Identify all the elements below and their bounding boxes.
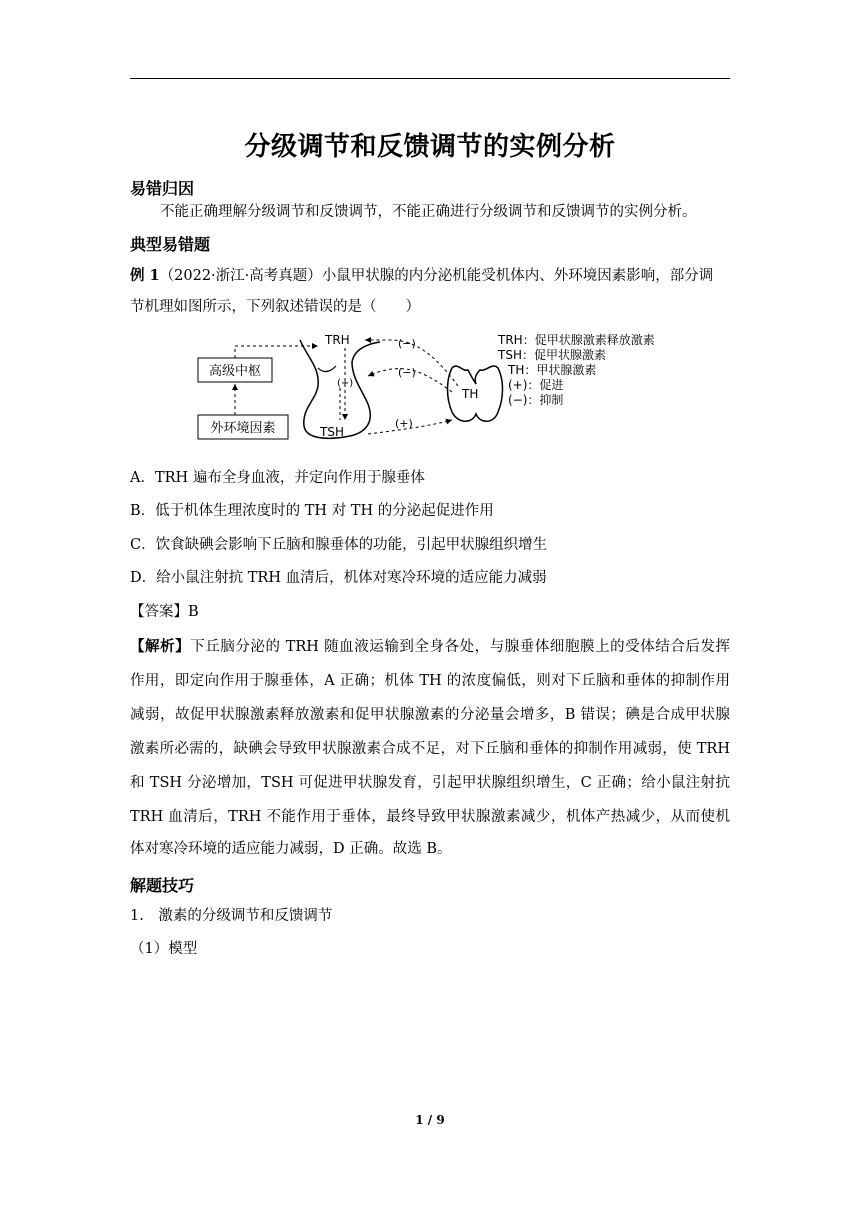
label-th: TH	[462, 387, 479, 401]
example-text-1: （2022·浙江·高考真题）小鼠甲状腺的内分泌机能受机体内、外环境因素影响，部分调	[159, 268, 714, 284]
example-line-1	[130, 266, 730, 286]
analysis-line-2: 作用，即定向作用于腺垂体，A 正确；机体 TH 的浓度偏低，则对下丘脑和垂体的抑制作用	[130, 673, 730, 689]
analysis-line-7: 体对寒冷环境的适应能力减弱，D 正确。故选 B。	[130, 841, 452, 857]
legend-minus: (−)：抑制	[508, 393, 564, 407]
tips-item-2: （1）模型	[130, 941, 198, 957]
page-number: 1 / 9	[415, 1113, 445, 1127]
page-title: 分级调节和反馈调节的实例分析	[244, 132, 616, 162]
section-heading-typical: 典型易错题	[130, 235, 211, 254]
label-trh: TRH	[325, 333, 350, 347]
example-line-2: 节机理如图所示，下列叙述错误的是（ ）	[130, 299, 420, 315]
analysis-label: 【解析】	[130, 638, 191, 655]
answer-line	[130, 602, 730, 622]
option-c: C．饮食缺碘会影响下丘脑和腺垂体的功能，引起甲状腺组织增生	[130, 537, 548, 553]
analysis-line-5: 和 TSH 分泌增加，TSH 可促进甲状腺发育，引起甲状腺组织增生，C 正确；给小鼠注射抗	[130, 775, 730, 791]
answer-value: B	[188, 604, 199, 620]
option-d: D．给小鼠注射抗 TRH 血清后，机体对寒冷环境的适应能力减弱	[130, 570, 547, 586]
section-heading-tips: 解题技巧	[130, 876, 195, 895]
box-higher-center-label: 高级中枢	[208, 364, 262, 379]
analysis-line-3: 减弱，故促甲状腺激素释放激素和促甲状腺激素的分泌量会增多，B 错误；碘是合成甲状腺	[130, 707, 730, 723]
label-plus-tsh: (+)	[395, 417, 413, 430]
label-plus-trh: (+)	[337, 378, 354, 389]
legend-trh: TRH：促甲状腺激素释放激素	[498, 333, 655, 347]
analysis-line-1	[130, 635, 730, 656]
legend-plus: (+)：促进	[508, 378, 564, 392]
label-minus-2: (−)	[398, 366, 416, 379]
option-a: A．TRH 遍布全身血液，并定向作用于腺垂体	[130, 470, 425, 486]
legend-th: TH：甲状腺激素	[508, 363, 597, 377]
section-heading-errors: 易错归因	[130, 179, 195, 198]
errors-text: 不能正确理解分级调节和反馈调节，不能正确进行分级调节和反馈调节的实例分析。	[160, 204, 697, 220]
tips-item-1: 1. 激素的分级调节和反馈调节	[130, 908, 333, 924]
answer-label: 【答案】	[130, 604, 188, 620]
option-b: B．低于机体生理浓度时的 TH 对 TH 的分泌起促进作用	[130, 503, 494, 519]
label-tsh: TSH	[320, 425, 344, 439]
analysis-text-1: 下丘脑分泌的 TRH 随血液运输到全身各处，与腺垂体细胞膜上的受体结合后发挥	[190, 639, 730, 655]
analysis-line-4: 激素所必需的，缺碘会导致甲状腺激素合成不足，对下丘脑和垂体的抑制作用减弱，使 TRH	[130, 741, 730, 757]
label-minus-1: (−)	[398, 337, 416, 350]
hormone-regulation-diagram	[190, 328, 670, 448]
legend-tsh: TSH：促甲状腺激素	[498, 348, 606, 362]
header-rule	[130, 78, 730, 79]
analysis-line-6: TRH 血清后，TRH 不能作用于垂体，最终导致甲状腺激素减少，机体产热减少，从而使机	[130, 809, 730, 825]
box-external-factors-label: 外环境因素	[210, 421, 276, 436]
example-label: 例 1	[130, 267, 160, 284]
